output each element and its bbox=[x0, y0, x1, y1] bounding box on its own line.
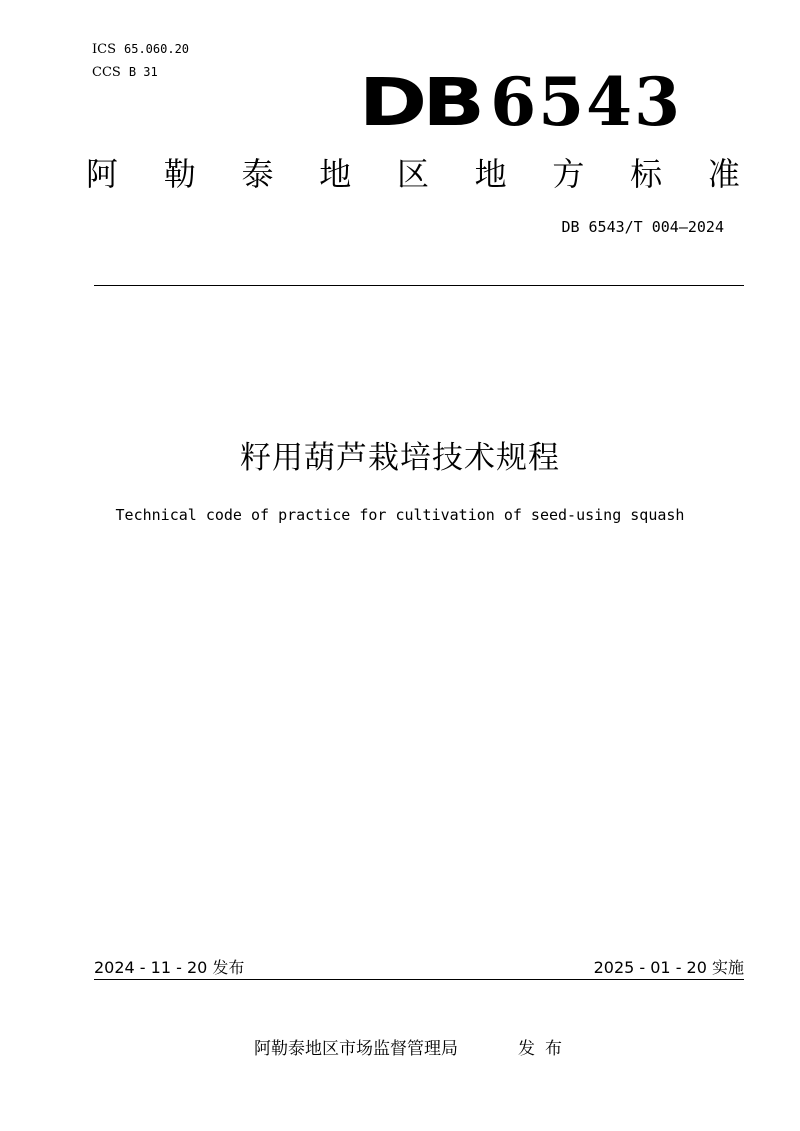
standard-type-char: 泰 bbox=[241, 155, 274, 193]
standard-type-char: 标 bbox=[630, 155, 663, 193]
standard-type-char: 地 bbox=[474, 155, 507, 193]
standard-number: DB 6543/T 004—2024 bbox=[561, 218, 724, 236]
document-title-en: Technical code of practice for cultivation of seed-using squash bbox=[115, 506, 685, 524]
standard-type-char: 方 bbox=[552, 155, 585, 193]
standard-type-char: 准 bbox=[707, 155, 740, 193]
db-logo-number: 6543 bbox=[490, 63, 682, 141]
ics-code bbox=[92, 38, 189, 61]
document-title-cn: 籽用葫芦栽培技术规程 bbox=[240, 440, 560, 476]
classification-codes bbox=[92, 38, 189, 84]
ccs-label: CCS bbox=[92, 65, 121, 80]
implementation-date: 2025 - 01 - 20 实施 bbox=[593, 958, 744, 977]
publisher: 阿勒泰地区市场监督管理局 bbox=[254, 1039, 458, 1059]
standard-type-char: 地 bbox=[319, 155, 352, 193]
issue-date: 2024 - 11 - 20 发布 bbox=[94, 958, 245, 977]
ccs-value: B 31 bbox=[128, 65, 158, 79]
ccs-code bbox=[92, 61, 189, 84]
db-logo-letters: DB bbox=[358, 64, 481, 141]
top-divider bbox=[94, 285, 744, 286]
bottom-divider bbox=[94, 979, 744, 980]
ics-value: 65.060.20 bbox=[124, 42, 190, 56]
ics-label: ICS bbox=[92, 42, 116, 57]
standard-type-char: 阿 bbox=[86, 155, 119, 193]
standard-type-char: 勒 bbox=[163, 155, 196, 193]
publish-label: 发布 bbox=[518, 1039, 572, 1059]
db-logo bbox=[358, 62, 682, 143]
standard-type-char: 区 bbox=[396, 155, 429, 193]
standard-type-heading bbox=[86, 152, 740, 196]
